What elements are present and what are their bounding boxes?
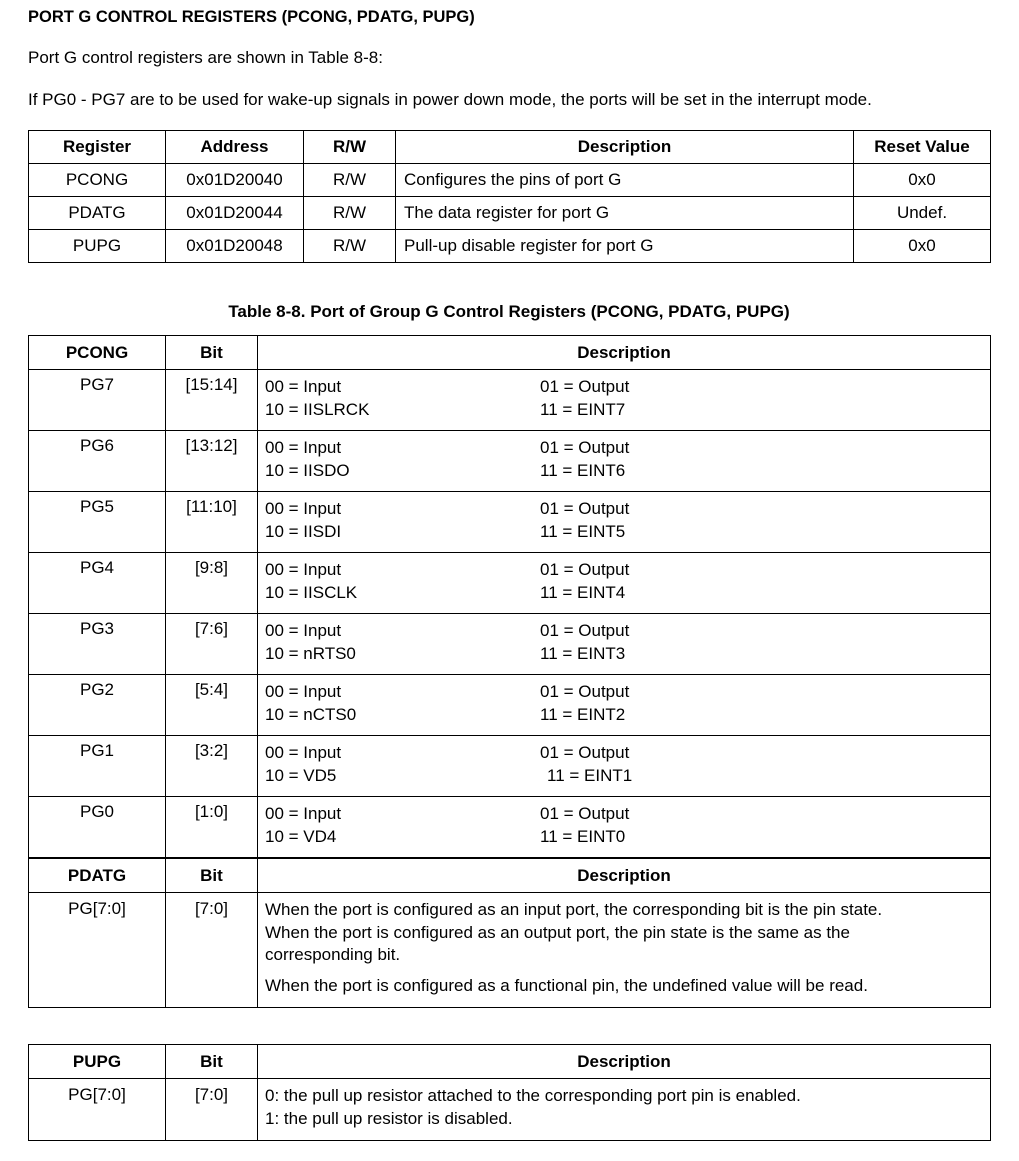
- function-col-a: [265, 436, 350, 482]
- pin-function-description: [258, 492, 991, 553]
- col-header-rw: R/W: [304, 131, 396, 164]
- pin-name: PG0: [29, 797, 166, 858]
- function-col-a: [265, 680, 356, 726]
- pin-function-description: [258, 736, 991, 797]
- description-line: 0: the pull up resistor attached to the corresponding port pin is enabled.: [265, 1086, 801, 1105]
- function-col-b: [540, 802, 629, 848]
- col-header-reset-value: Reset Value: [854, 131, 991, 164]
- function-option: 11 = EINT2: [540, 705, 626, 724]
- table-row: [29, 675, 991, 736]
- description-line: When the port is configured as a functional pin, the undefined value will be read.: [265, 975, 868, 995]
- function-option: 00 = Input: [265, 743, 342, 762]
- wakeup-note: If PG0 - PG7 are to be used for wake-up signals in power down mode, the ports will be set in the interrupt mode.: [28, 90, 872, 109]
- function-col-a: [265, 375, 369, 421]
- bit-range: [7:0]: [166, 893, 258, 1008]
- pin-name: PG3: [29, 614, 166, 675]
- col-header-pcong: PCONG: [29, 336, 166, 370]
- function-option: 10 = IISLRCK: [265, 400, 370, 419]
- bit-range: [7:6]: [166, 614, 258, 675]
- function-option: 00 = Input: [265, 499, 342, 518]
- register-reset-value: Undef.: [854, 197, 991, 230]
- register-reset-value: 0x0: [854, 230, 991, 263]
- register-rw: R/W: [304, 164, 396, 197]
- bit-range: [1:0]: [166, 797, 258, 858]
- register-address: 0x01D20040: [166, 164, 304, 197]
- bit-range: [11:10]: [166, 492, 258, 553]
- function-option: 11 = EINT5: [540, 522, 626, 541]
- register-reset-value: 0x0: [854, 164, 991, 197]
- function-option: 11 = EINT0: [540, 827, 626, 846]
- pdatg-table: [28, 858, 991, 1008]
- function-col-b: [540, 619, 629, 665]
- table-row: [29, 893, 991, 1008]
- function-col-a: [265, 497, 341, 543]
- function-option: 11 = EINT1: [547, 766, 633, 785]
- function-option: 10 = IISDI: [265, 522, 342, 541]
- pin-name: PG2: [29, 675, 166, 736]
- table-header-row: [29, 131, 991, 164]
- function-option: 01 = Output: [540, 377, 630, 396]
- table-row: [29, 197, 991, 230]
- bit-range: [5:4]: [166, 675, 258, 736]
- col-header-bit: Bit: [166, 336, 258, 370]
- function-option: 10 = nRTS0: [265, 644, 356, 663]
- pin-name: PG6: [29, 431, 166, 492]
- function-col-b: [540, 741, 632, 787]
- function-option: 10 = IISDO: [265, 461, 350, 480]
- table-row: [29, 1079, 991, 1141]
- register-rw: R/W: [304, 230, 396, 263]
- pupg-description: [258, 1079, 991, 1141]
- function-col-a: [265, 802, 341, 848]
- col-header-bit: Bit: [166, 1045, 258, 1079]
- function-option: 01 = Output: [540, 438, 630, 457]
- register-description: Pull-up disable register for port G: [396, 230, 854, 263]
- register-name: PUPG: [29, 230, 166, 263]
- col-header-bit: Bit: [166, 859, 258, 893]
- register-summary-table: [28, 130, 991, 263]
- col-header-pupg: PUPG: [29, 1045, 166, 1079]
- function-option: 11 = EINT7: [540, 400, 626, 419]
- function-option: 01 = Output: [540, 621, 630, 640]
- function-option: 01 = Output: [540, 743, 630, 762]
- pin-function-description: [258, 370, 991, 431]
- function-option: 00 = Input: [265, 560, 342, 579]
- bit-range: [3:2]: [166, 736, 258, 797]
- function-option: 00 = Input: [265, 804, 342, 823]
- description-line: When the port is configured as an input port, the corresponding bit is the pin state.: [265, 900, 883, 919]
- pin-function-description: [258, 797, 991, 858]
- pin-name: PG[7:0]: [29, 1079, 166, 1141]
- register-description: Configures the pins of port G: [396, 164, 854, 197]
- function-option: 10 = IISCLK: [265, 583, 358, 602]
- table-row: [29, 797, 991, 858]
- description-line: 1: the pull up resistor is disabled.: [265, 1108, 513, 1128]
- table-row: [29, 370, 991, 431]
- register-address: 0x01D20044: [166, 197, 304, 230]
- pin-function-description: [258, 614, 991, 675]
- col-header-description: Description: [258, 1045, 991, 1079]
- function-col-a: [265, 558, 357, 604]
- function-option: 11 = EINT6: [540, 461, 626, 480]
- description-line: When the port is configured as an output port, the pin state is the same as the: [265, 922, 850, 942]
- pupg-table: [28, 1044, 991, 1141]
- table-header-row: [29, 1045, 991, 1079]
- function-option: 00 = Input: [265, 438, 342, 457]
- col-header-description: Description: [396, 131, 854, 164]
- bit-range: [9:8]: [166, 553, 258, 614]
- function-option: 01 = Output: [540, 682, 630, 701]
- table-row: [29, 431, 991, 492]
- function-option: 00 = Input: [265, 377, 342, 396]
- table-row: [29, 164, 991, 197]
- register-address: 0x01D20048: [166, 230, 304, 263]
- table-row: [29, 230, 991, 263]
- bit-range: [7:0]: [166, 1079, 258, 1141]
- pin-name: PG7: [29, 370, 166, 431]
- function-option: 11 = EINT3: [540, 644, 626, 663]
- function-col-b: [540, 375, 629, 421]
- function-col-b: [540, 497, 629, 543]
- pin-function-description: [258, 675, 991, 736]
- col-header-register: Register: [29, 131, 166, 164]
- table-row: [29, 492, 991, 553]
- bit-range: [13:12]: [166, 431, 258, 492]
- function-option: 10 = nCTS0: [265, 705, 357, 724]
- pcong-table: [28, 335, 991, 858]
- table-header-row: [29, 336, 991, 370]
- function-option: 10 = VD5: [265, 766, 337, 785]
- pin-name: PG[7:0]: [29, 893, 166, 1008]
- register-name: PCONG: [29, 164, 166, 197]
- table-row: [29, 614, 991, 675]
- description-line: corresponding bit.: [265, 945, 401, 964]
- function-option: 00 = Input: [265, 621, 342, 640]
- function-col-a: [265, 619, 356, 665]
- table-row: [29, 553, 991, 614]
- function-option: 01 = Output: [540, 499, 630, 518]
- col-header-description: Description: [258, 859, 991, 893]
- register-rw: R/W: [304, 197, 396, 230]
- table-row: [29, 736, 991, 797]
- function-col-a: [265, 741, 341, 787]
- table-header-row: [29, 859, 991, 893]
- function-col-b: [540, 558, 629, 604]
- col-header-description: Description: [258, 336, 991, 370]
- col-header-address: Address: [166, 131, 304, 164]
- bit-range: [15:14]: [166, 370, 258, 431]
- pin-name: PG1: [29, 736, 166, 797]
- col-header-pdatg: PDATG: [29, 859, 166, 893]
- function-option: 01 = Output: [540, 560, 630, 579]
- section-heading: PORT G CONTROL REGISTERS (PCONG, PDATG, PUPG): [28, 8, 475, 26]
- function-option: 10 = VD4: [265, 827, 337, 846]
- function-option: 11 = EINT4: [540, 583, 626, 602]
- pin-name: PG4: [29, 553, 166, 614]
- pdatg-description: [258, 893, 991, 1008]
- register-description: The data register for port G: [396, 197, 854, 230]
- table-caption: Table 8-8. Port of Group G Control Registers (PCONG, PDATG, PUPG): [228, 302, 790, 321]
- pin-function-description: [258, 431, 991, 492]
- register-name: PDATG: [29, 197, 166, 230]
- function-option: 00 = Input: [265, 682, 342, 701]
- function-option: 01 = Output: [540, 804, 630, 823]
- function-col-b: [540, 436, 629, 482]
- intro-paragraph: Port G control registers are shown in Table 8-8:: [28, 48, 383, 67]
- pin-name: PG5: [29, 492, 166, 553]
- pin-function-description: [258, 553, 991, 614]
- function-col-b: [540, 680, 629, 726]
